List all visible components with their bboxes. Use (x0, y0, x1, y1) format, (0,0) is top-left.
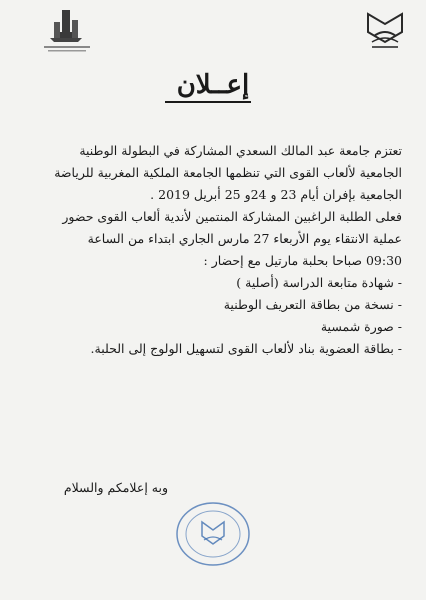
list-item: - بطاقة العضوية بناد لألعاب القوى لتسهيل الولوج إلى الحلبة. (90, 341, 402, 356)
paragraph-1-line-2: الجامعية لألعاب القوى التي تنظمها الجامعة الملكية المغربية للرياضة (54, 165, 402, 180)
title-underline (165, 101, 251, 103)
paragraph-2-line-3: 09:30 صباحا بحلبة مارتيل مع إحضار : (203, 253, 402, 268)
list-item: - نسخة من بطاقة التعريف الوطنية (223, 297, 402, 312)
list-item: - شهادة متابعة الدراسة (أصلية ) (236, 275, 402, 290)
university-logo (20, 8, 90, 54)
federation-logo (364, 10, 406, 50)
paragraph-1-line-3: الجامعية بإفران أيام 23 و 24و 25 أبريل 2019 . (150, 187, 402, 202)
paragraph-1-line-1: تعتزم جامعة عبد المالك السعدي المشاركة في البطولة الوطنية (79, 143, 402, 158)
list-item: - صورة شمسية (320, 319, 402, 334)
paragraph-2-line-1: فعلى الطلبة الراغبين المشاركة المنتمين لأندية ألعاب القوى حضور (62, 209, 402, 224)
requirements-list (22, 272, 402, 360)
paragraph-2-line-2: عملية الانتقاء يوم الأربعاء 27 مارس الجاري ابتداء من الساعة (87, 231, 402, 246)
closing-text: وبه إعلامكم والسلام (63, 480, 168, 495)
official-stamp (174, 500, 252, 568)
page-title: إعــلان (176, 70, 250, 100)
announcement-body (22, 140, 402, 360)
